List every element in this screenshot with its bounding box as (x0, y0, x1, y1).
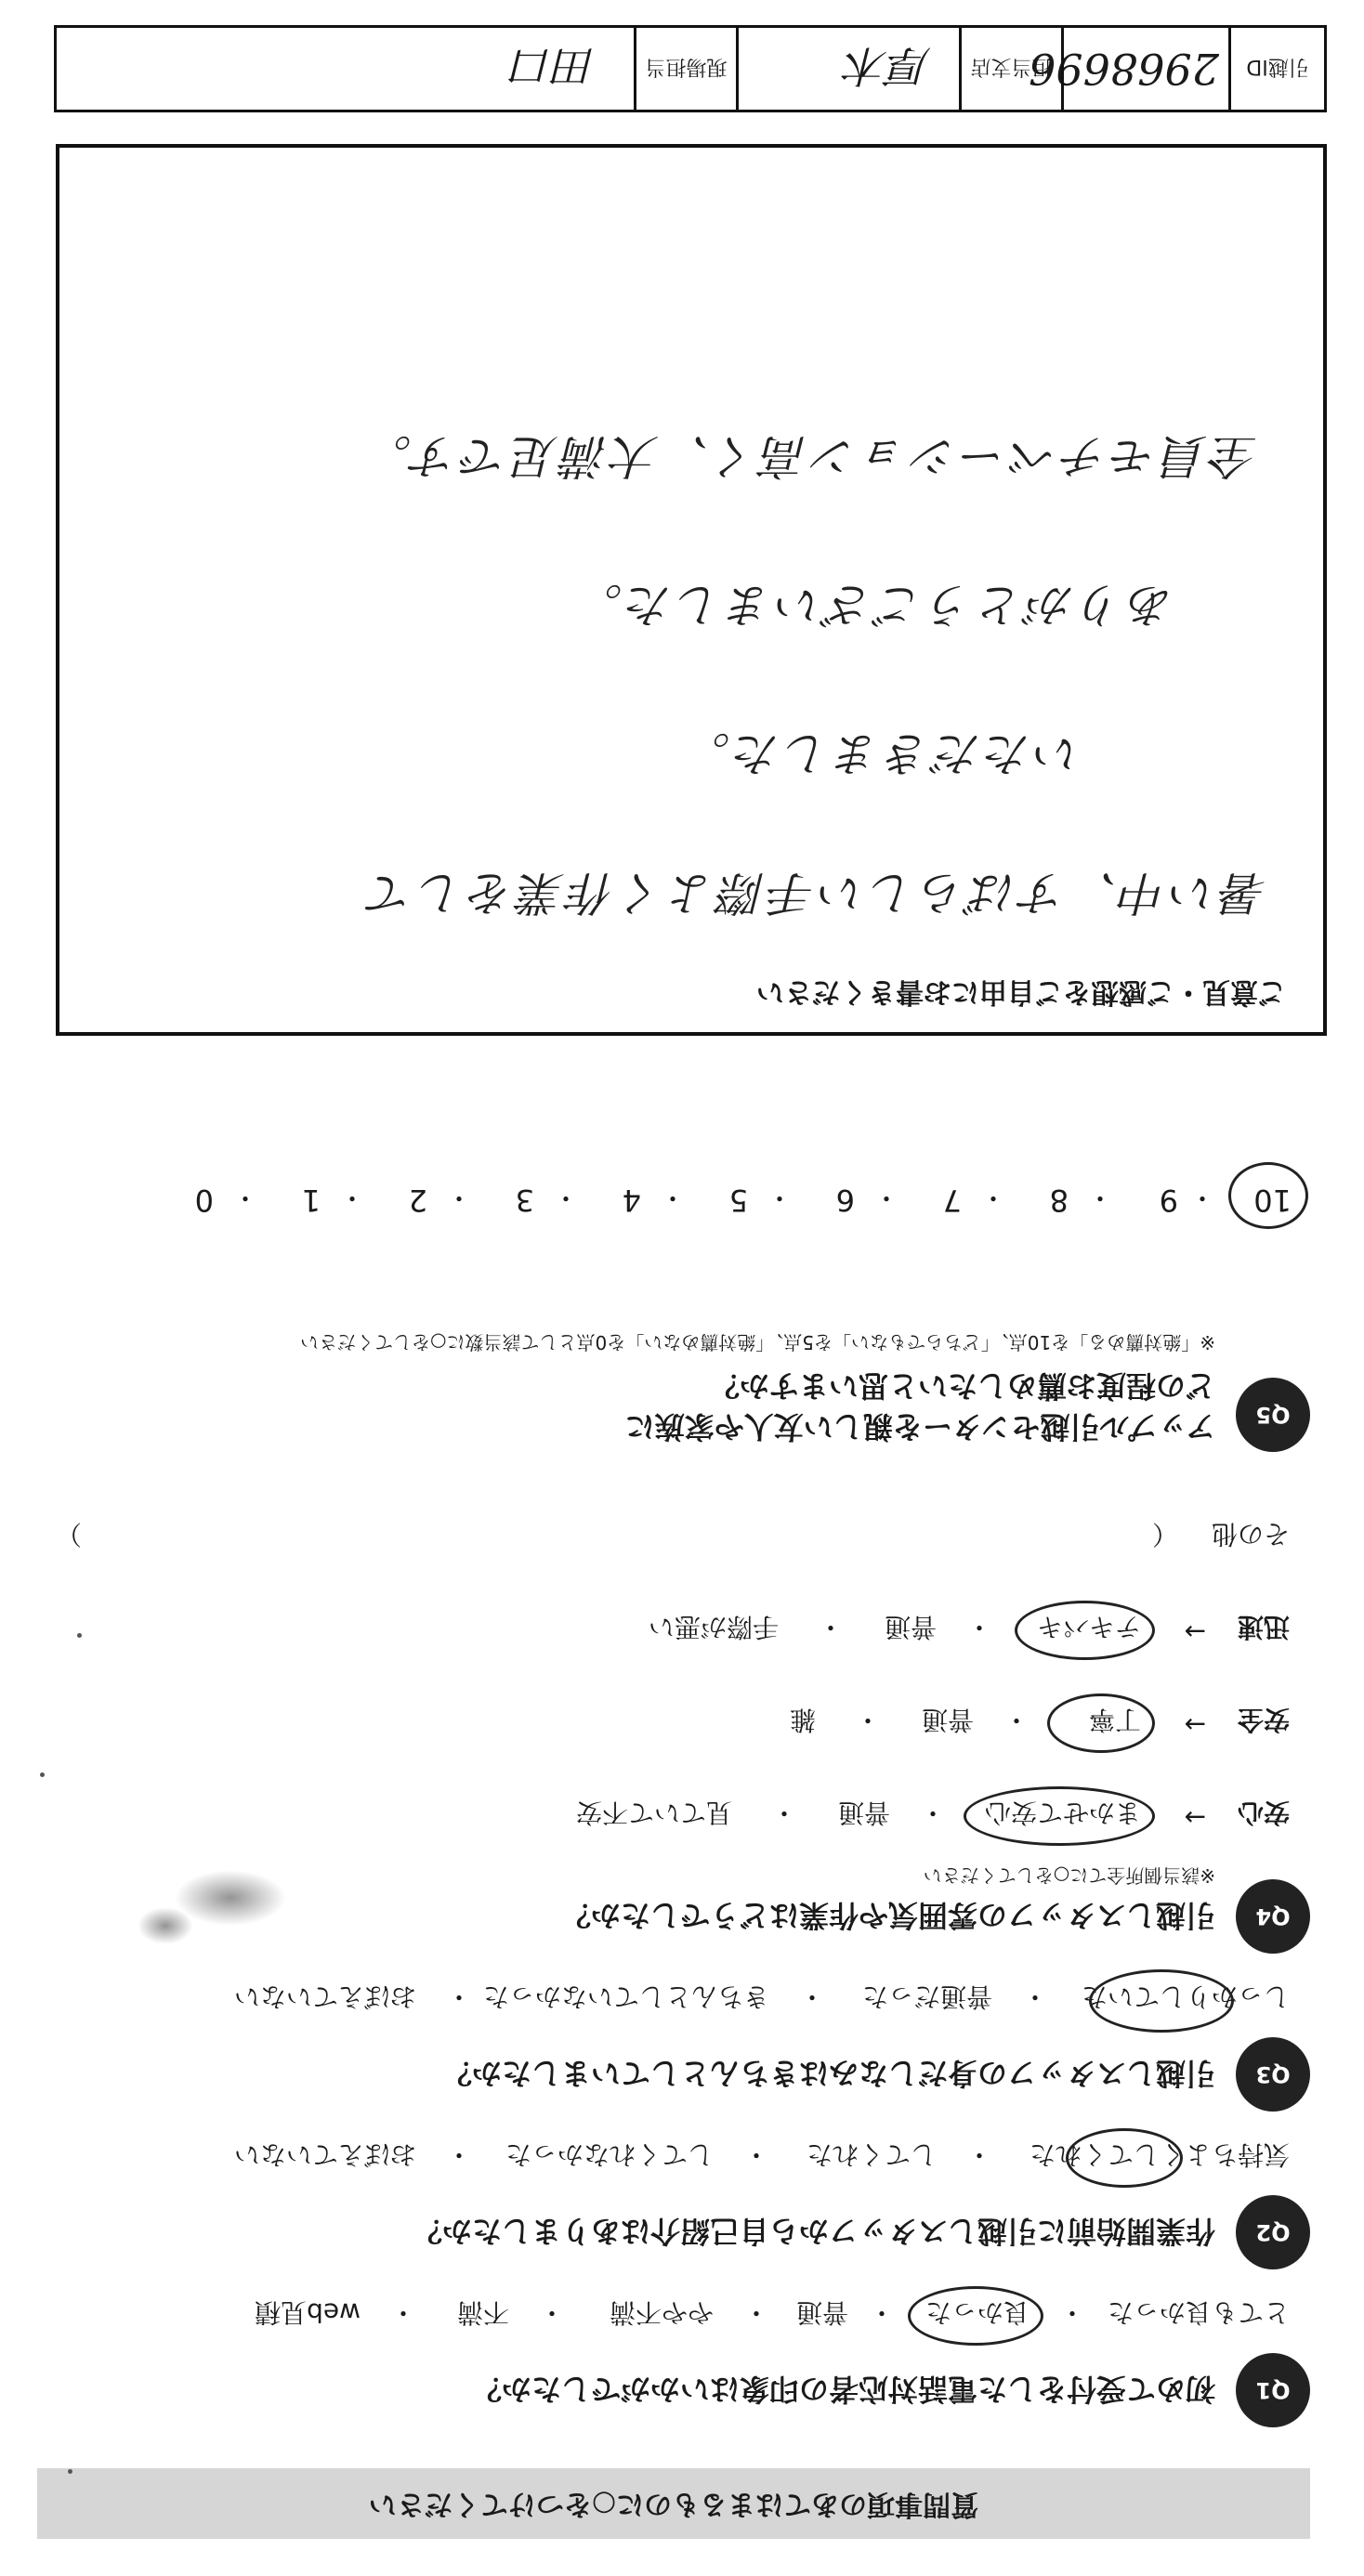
q4-arrow-icon: → (1184, 1802, 1206, 1833)
scan-speck (68, 2469, 72, 2474)
q1-choice-unsatisfied[interactable]: 不満 (456, 2297, 509, 2328)
comments-box[interactable] (56, 144, 1327, 1036)
instruction-band (37, 2468, 1310, 2539)
instruction-text: 質問事項のあてはまるものに○をつけてください (368, 2488, 979, 2520)
q3-choice-neat[interactable]: しっかりしていた (1081, 1981, 1290, 2012)
q4-row1-choice-normal[interactable]: 普通 (837, 1798, 890, 1828)
q4-other-open: （ (1151, 1519, 1178, 1550)
branch-label-cell (962, 28, 1064, 110)
move-id-value: 2968696 (1029, 44, 1219, 94)
q4-row2-choice-rough[interactable]: 雑 (789, 1705, 816, 1735)
leader-label-cell (636, 28, 739, 110)
q2-choice-yes[interactable]: してくれた (806, 2139, 937, 2170)
q4-row3-choice-efficient[interactable]: テキパキ (1036, 1612, 1141, 1642)
q5-score-5[interactable]: 5 (728, 1183, 748, 1218)
q2-choice-no[interactable]: してくれなかった (505, 2139, 714, 2170)
q4-row-label-anzen: 安全 (1237, 1705, 1290, 1735)
branch-value-cell (739, 28, 962, 110)
q5-score-0[interactable]: 0 (194, 1183, 214, 1218)
q4-row1-choice-safe[interactable]: まかせて安心 (984, 1798, 1141, 1828)
leader-value: 田口 (511, 41, 597, 91)
q4-other-label: その他 (1211, 1519, 1290, 1550)
leader-label: 現場担当 (645, 55, 728, 79)
q2-question: 作業開始前に引越しスタッフから自己紹介はありましたか？ (412, 2214, 1215, 2249)
q5-score-6[interactable]: 6 (835, 1183, 855, 1218)
q5-question-line1: アップル引越センターを親しい友人や家族に (624, 1409, 1215, 1445)
q4-row2-choice-normal[interactable]: 普通 (921, 1705, 974, 1735)
q1-choice-very-good[interactable]: とても良かった (1107, 2297, 1290, 2328)
move-id-label: 引越ID (1246, 55, 1309, 79)
q4-note: ※該当個所全てに○をしてください (923, 1864, 1215, 1887)
survey-sheet: 質問事項のあてはまるものに○をつけてください Q1 初めて受付をした電話対応者の印象はいかがでしたか？ とても良かった ・ 良かった ・ 普通 ・ やや不満 ・ 不満 ・ web見積 Q2 作業開始前に引越しスタッフから自己紹介はありましたか？ 気持ちよくしてくれた ・ してくれた ・ してくれなかった ・ おぼえていない Q3 引越しスタッフの身だしなみはきちんとしていましたか？ しっかりしていた ・ 普通だった ・ きちんとしていなかった ・ おぼえていない Q4 引越しスタッフの雰囲気や作業はどうでしたか？ ※該当個所全てに○をしてください 安心 → まかせて安心 ・ 普通 ・ 見ていて不安 安全 → 丁寧 ・ 普通 ・ 雑 迅速 → テキパキ ・ 普通 ・ 手際が悪い その他 （ ） Q5 アップル引越センターを親しい友人や家族に どの程度お薦めしたいと思いますか？ ※「絶対薦める」を10点、「どちらでもない」を5点、「絶対薦めない」を0点として該当数に○をしてください 10 ・ 9 ・ 8 ・ 7 ・ 6 ・ 5 ・ 4 ・ 3 ・ 2 ・ 1 ・ 0 ご意見・ご感想をご自由にお書きください 暑い中、すばらしい手際よく作業をして いただきました。 ありがとうございました。 全員モチベーション高く、大満足です。 引越ID 2968696 担当支店 厚木 現場担当 田口 (0, 0, 1364, 2576)
q3-question: 引越しスタッフの身だしなみはきちんとしていましたか？ (441, 2056, 1215, 2091)
q4-arrow-icon: → (1184, 1616, 1206, 1647)
staff-info-table (54, 25, 1327, 112)
q3-choice-dont-remember[interactable]: おぼえていない (233, 1981, 416, 2012)
comment-line-3: ありがとうございました。 (572, 578, 1174, 632)
comment-line-2: いただきました。 (680, 726, 1082, 780)
q4-row3-choice-clumsy[interactable]: 手際が悪い (648, 1612, 779, 1642)
q4-row1-selection-circle (964, 1786, 1155, 1846)
q4-row-label-jinsoku: 迅速 (1237, 1612, 1290, 1642)
q5-score-3[interactable]: 3 (515, 1183, 534, 1218)
q2-badge: Q2 (1236, 2195, 1310, 2269)
ink-smudge (138, 1907, 193, 1944)
branch-label: 担当支店 (970, 55, 1053, 79)
q1-selection-circle (908, 2286, 1043, 2346)
q5-score-10[interactable]: 10 (1253, 1183, 1292, 1218)
q4-badge: Q4 (1236, 1879, 1310, 1954)
q3-choice-not-neat[interactable]: きちんとしていなかった (482, 1981, 769, 2012)
q4-row3-choice-normal[interactable]: 普通 (884, 1612, 937, 1642)
leader-value-cell (57, 28, 636, 110)
q5-badge: Q5 (1236, 1378, 1310, 1452)
q2-choice-pleasantly[interactable]: 気持ちよくしてくれた (1029, 2139, 1290, 2170)
scan-speck (77, 1633, 82, 1638)
q1-choice-somewhat-unsatisfied[interactable]: やや不満 (609, 2297, 714, 2328)
q4-question: 引越しスタッフの雰囲気や作業はどうでしたか？ (560, 1898, 1215, 1933)
q4-row2-choice-careful[interactable]: 丁寧 (1088, 1705, 1141, 1735)
q4-row-label-anshin: 安心 (1237, 1798, 1290, 1828)
q5-score-4[interactable]: 4 (622, 1183, 641, 1218)
q1-choice-web-estimate[interactable]: web見積 (255, 2297, 361, 2328)
comment-line-1: 暑い中、すばらしい手際よく作業をして (364, 866, 1267, 920)
q1-question: 初めて受付をした電話対応者の印象はいかがでしたか？ (471, 2372, 1215, 2407)
q5-score-9[interactable]: 9 (1159, 1183, 1178, 1218)
scan-speck (40, 1772, 45, 1777)
comment-line-4: 全員モチベーション高く、大満足です。 (361, 429, 1258, 483)
q4-row1-choice-anxious[interactable]: 見ていて不安 (575, 1798, 732, 1828)
q4-row2-selection-circle (1047, 1693, 1155, 1753)
q3-choice-normal[interactable]: 普通だった (861, 1981, 992, 2012)
q4-other-close: ） (55, 1519, 82, 1550)
q1-choice-normal[interactable]: 普通 (795, 2297, 848, 2328)
q2-selection-circle (1066, 2128, 1183, 2188)
q5-score-7[interactable]: 7 (942, 1183, 962, 1218)
q5-question-line2: どの程度お薦めしたいと思いますか？ (709, 1368, 1215, 1404)
q3-badge: Q3 (1236, 2037, 1310, 2112)
q4-arrow-icon: → (1184, 1709, 1206, 1740)
q5-score-2[interactable]: 2 (408, 1183, 427, 1218)
q5-note: ※「絶対薦める」を10点、「どちらでもない」を5点、「絶対薦めない」を0点として該当数に○をしてください (300, 1331, 1215, 1353)
comments-heading: ご意見・ご感想をご自由にお書きください (756, 975, 1286, 1008)
q2-choice-dont-remember[interactable]: おぼえていない (233, 2139, 416, 2170)
q5-score-1[interactable]: 1 (301, 1183, 321, 1218)
q5-score-8[interactable]: 8 (1049, 1183, 1069, 1218)
q4-row3-selection-circle (1015, 1601, 1155, 1660)
q1-choice-good[interactable]: 良かった (925, 2297, 1030, 2328)
move-id-cell (1029, 28, 1231, 110)
q1-badge: Q1 (1236, 2353, 1310, 2427)
q3-selection-circle (1089, 1969, 1234, 2033)
branch-value: 厚木 (846, 41, 931, 91)
